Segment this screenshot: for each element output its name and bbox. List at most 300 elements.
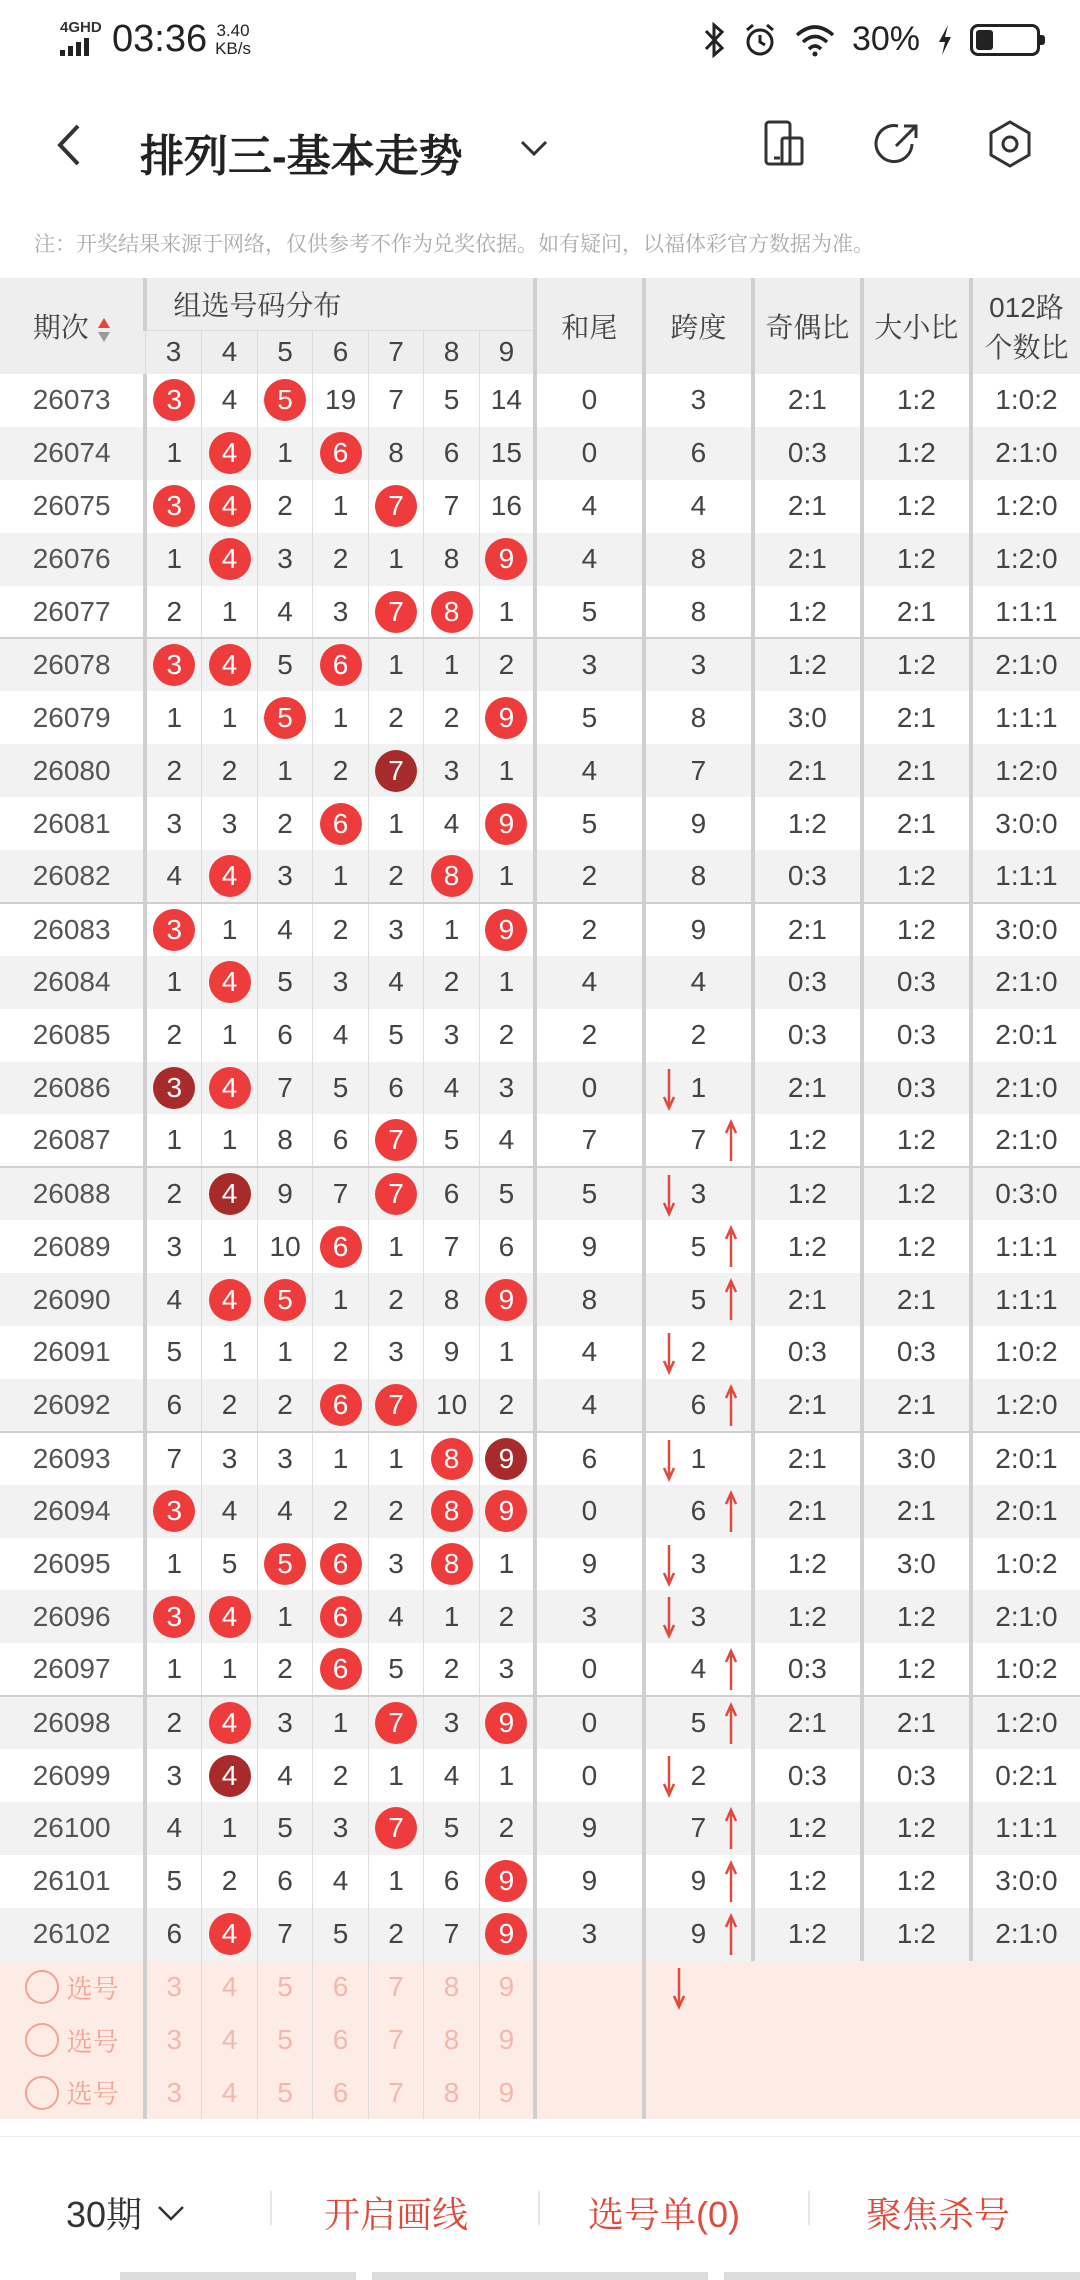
pick-digit[interactable]: 4 <box>202 2067 258 2120</box>
pick-digit[interactable]: 6 <box>313 2014 369 2067</box>
digit-cell: 2 <box>257 480 313 533</box>
digit-cell: 6 <box>424 1167 480 1220</box>
issue-cell: 26084 <box>0 956 145 1009</box>
chevron-down-icon <box>156 2203 186 2223</box>
page-title[interactable]: 排列三-基本走势 <box>140 132 463 181</box>
table-row <box>0 638 1080 691</box>
digit-cell: 2 <box>368 1273 424 1326</box>
digit-cell: 2 <box>479 1802 535 1855</box>
table-row <box>0 1432 1080 1485</box>
lu012-cell: 0:3:0 <box>971 1167 1080 1220</box>
lu012-cell: 2:1:0 <box>971 1062 1080 1115</box>
jiou-cell: 2:1 <box>753 533 862 586</box>
digit-cell: 6 <box>424 427 480 480</box>
digit-cell: 1 <box>313 1432 369 1485</box>
jiou-cell: 0:3 <box>753 956 862 1009</box>
hit-ball: 9 <box>485 909 527 951</box>
hit-ball: 6 <box>320 1226 362 1268</box>
pick-digit[interactable]: 3 <box>145 1961 202 2014</box>
digit-cell: 2 <box>313 744 369 797</box>
jiou-cell: 2:1 <box>753 480 862 533</box>
digit-cell: 3 <box>368 1326 424 1379</box>
digit-cell <box>202 1696 258 1749</box>
issue-cell: 26095 <box>0 1538 145 1591</box>
digit-cell <box>424 1538 480 1591</box>
digit-cell: 10 <box>424 1379 480 1432</box>
digit-cell: 1 <box>202 691 258 744</box>
digit-header-7: 7 <box>368 330 424 374</box>
kuadu-cell: 9 <box>644 903 753 956</box>
kuadu-cell: 3 <box>644 638 753 691</box>
back-arrow-icon[interactable] <box>46 120 96 170</box>
hit-ball: 5 <box>264 697 306 739</box>
digit-cell: 4 <box>368 1590 424 1643</box>
kuadu-cell: 1 <box>644 1432 753 1485</box>
table-row <box>0 797 1080 850</box>
digit-cell: 1 <box>202 1114 258 1167</box>
daxiao-cell: 2:1 <box>862 744 971 797</box>
pick-digit[interactable]: 6 <box>313 1961 369 2014</box>
digit-cell: 5 <box>313 1908 369 1961</box>
digit-cell <box>313 1538 369 1591</box>
digit-cell <box>202 1908 258 1961</box>
hewei-cell: 2 <box>535 1009 644 1062</box>
hit-ball: 9 <box>485 1702 527 1744</box>
lu012-cell: 1:2:0 <box>971 1696 1080 1749</box>
digit-header-6: 6 <box>313 330 369 374</box>
trend-down-arrow-icon <box>662 1067 676 1111</box>
hit-ball: 4 <box>209 644 251 686</box>
issue-cell: 26097 <box>0 1643 145 1696</box>
digit-cell: 6 <box>145 1379 202 1432</box>
digit-cell: 5 <box>424 1802 480 1855</box>
digit-cell <box>313 797 369 850</box>
digit-cell: 2 <box>257 1643 313 1696</box>
digit-cell <box>145 1590 202 1643</box>
hit-ball: 8 <box>431 1438 473 1480</box>
pick-list-button[interactable]: 选号单(0) <box>588 2194 740 2235</box>
digit-cell <box>257 1273 313 1326</box>
hit-ball: 7 <box>375 1384 417 1426</box>
col-hewei-header: 和尾 <box>535 278 644 374</box>
digit-cell: 2 <box>313 1485 369 1538</box>
pick-digit[interactable]: 7 <box>368 2014 424 2067</box>
issue-cell: 26082 <box>0 850 145 903</box>
hit-ball: 8 <box>431 855 473 897</box>
digit-cell: 2 <box>479 1379 535 1432</box>
digit-cell: 2 <box>313 1326 369 1379</box>
digit-cell: 4 <box>257 1485 313 1538</box>
digit-cell <box>424 1432 480 1485</box>
lu012-cell: 1:0:2 <box>971 1538 1080 1591</box>
digit-cell: 4 <box>257 586 313 639</box>
digit-cell: 1 <box>479 1538 535 1591</box>
table-row <box>0 1749 1080 1802</box>
digit-cell: 7 <box>257 1062 313 1115</box>
hewei-cell: 3 <box>535 1590 644 1643</box>
hit-ball: 6 <box>320 1543 362 1585</box>
jiou-cell: 2:1 <box>753 1062 862 1115</box>
trend-up-arrow-icon <box>724 1119 738 1163</box>
digit-cell: 5 <box>368 1643 424 1696</box>
lu012-cell: 2:1:0 <box>971 638 1080 691</box>
digit-cell: 1 <box>479 1326 535 1379</box>
hit-ball: 6 <box>320 803 362 845</box>
hit-ball: 7 <box>375 1119 417 1161</box>
daxiao-cell: 1:2 <box>862 1220 971 1273</box>
digit-cell: 1 <box>202 1220 258 1273</box>
issue-cell: 26085 <box>0 1009 145 1062</box>
jiou-cell: 1:2 <box>753 586 862 639</box>
hewei-cell: 0 <box>535 1485 644 1538</box>
lu012-cell: 2:1:0 <box>971 427 1080 480</box>
digit-cell: 2 <box>368 1485 424 1538</box>
issue-cell: 26078 <box>0 638 145 691</box>
digit-cell: 1 <box>424 638 480 691</box>
kuadu-cell: 1 <box>644 1062 753 1115</box>
digit-cell: 1 <box>313 1696 369 1749</box>
hit-ball: 4 <box>209 1596 251 1638</box>
battery-percent: 30% <box>851 20 920 58</box>
digit-cell: 1 <box>479 956 535 1009</box>
jiou-cell: 2:1 <box>753 1432 862 1485</box>
status-bar <box>0 0 1080 80</box>
radio-circle-icon[interactable] <box>25 2023 59 2057</box>
digit-cell: 1 <box>145 1538 202 1591</box>
jiou-cell: 1:2 <box>753 1802 862 1855</box>
alarm-icon <box>742 22 778 58</box>
digit-cell: 2 <box>202 744 258 797</box>
hewei-cell: 4 <box>535 956 644 1009</box>
digit-cell <box>202 533 258 586</box>
digit-cell: 4 <box>479 1114 535 1167</box>
digit-cell: 5 <box>145 1326 202 1379</box>
digit-cell: 4 <box>145 1802 202 1855</box>
nav-indicator <box>372 2272 708 2280</box>
hewei-cell: 4 <box>535 533 644 586</box>
daxiao-cell: 1:2 <box>862 1802 971 1855</box>
digit-cell: 1 <box>202 903 258 956</box>
pick-digit[interactable]: 9 <box>479 1961 535 2014</box>
pick-row[interactable] <box>0 2067 1080 2120</box>
hit-ball: 9 <box>485 697 527 739</box>
digit-cell <box>368 744 424 797</box>
digit-cell: 6 <box>368 1062 424 1115</box>
digit-cell: 1 <box>479 744 535 797</box>
col-jiou-header: 奇偶比 <box>753 278 862 374</box>
lu012-cell: 2:1:0 <box>971 1114 1080 1167</box>
hit-ball: 3 <box>153 1067 195 1109</box>
hewei-cell: 5 <box>535 586 644 639</box>
trend-up-arrow-icon <box>724 1225 738 1269</box>
digit-cell <box>145 1485 202 1538</box>
digit-cell <box>202 1167 258 1220</box>
pick-select-cell[interactable]: 选号 <box>0 1961 145 2014</box>
issue-cell: 26091 <box>0 1326 145 1379</box>
lu012-cell: 2:0:1 <box>971 1485 1080 1538</box>
daxiao-cell: 1:2 <box>862 1855 971 1908</box>
radio-circle-icon[interactable] <box>25 1970 59 2004</box>
pick-digit[interactable]: 8 <box>424 1961 480 2014</box>
hewei-cell: 3 <box>535 638 644 691</box>
hit-ball: 4 <box>209 961 251 1003</box>
issue-cell: 26080 <box>0 744 145 797</box>
pick-digit[interactable]: 6 <box>313 2067 369 2120</box>
kuadu-cell: 7 <box>644 1114 753 1167</box>
hewei-cell: 9 <box>535 1802 644 1855</box>
lu012-cell: 1:2:0 <box>971 480 1080 533</box>
pick-select-cell[interactable]: 选号 <box>0 2014 145 2067</box>
kuadu-cell: 7 <box>644 1802 753 1855</box>
digit-cell <box>479 1485 535 1538</box>
pick-digit[interactable]: 8 <box>424 2067 480 2120</box>
digit-cell: 6 <box>145 1908 202 1961</box>
digit-cell: 6 <box>479 1220 535 1273</box>
focus-kill-button[interactable]: 聚焦杀号 <box>866 2194 1011 2235</box>
jiou-cell: 0:3 <box>753 427 862 480</box>
digit-cell: 4 <box>145 1273 202 1326</box>
hit-ball: 4 <box>209 1173 251 1215</box>
period-selector[interactable]: 30期 <box>66 2187 186 2238</box>
pick-digit[interactable]: 4 <box>202 1961 258 2014</box>
pick-digit[interactable]: 3 <box>145 2014 202 2067</box>
issue-cell: 26079 <box>0 691 145 744</box>
hewei-cell: 5 <box>535 691 644 744</box>
disclaimer-notice: 注：开奖结果来源于网络，仅供参考不作为兑奖依据。如有疑问，以福体彩官方数据为准。 <box>34 233 874 256</box>
kuadu-cell: 3 <box>644 1590 753 1643</box>
digit-cell: 1 <box>202 1009 258 1062</box>
table-row <box>0 1273 1080 1326</box>
digit-cell: 6 <box>313 1114 369 1167</box>
digit-cell <box>368 586 424 639</box>
kuadu-cell: 6 <box>644 427 753 480</box>
table-row <box>0 903 1080 956</box>
hewei-cell: 9 <box>535 1538 644 1591</box>
digit-cell: 1 <box>257 427 313 480</box>
hit-ball: 8 <box>431 1490 473 1532</box>
digit-header-4: 4 <box>202 330 258 374</box>
digit-cell: 5 <box>257 638 313 691</box>
hit-ball: 4 <box>209 1913 251 1955</box>
hit-ball: 7 <box>375 750 417 792</box>
trend-up-arrow-icon <box>724 1860 738 1904</box>
daxiao-cell: 1:2 <box>862 850 971 903</box>
digit-cell: 7 <box>424 480 480 533</box>
digit-cell: 2 <box>257 1379 313 1432</box>
kuadu-cell: 8 <box>644 586 753 639</box>
digit-cell: 1 <box>313 850 369 903</box>
hewei-cell: 4 <box>535 744 644 797</box>
digit-cell: 1 <box>479 1749 535 1802</box>
hit-ball: 9 <box>485 1438 527 1480</box>
hewei-cell: 7 <box>535 1114 644 1167</box>
digit-cell: 4 <box>424 797 480 850</box>
hewei-cell: 0 <box>535 374 644 427</box>
digit-cell <box>145 374 202 427</box>
signal-icon <box>58 20 102 60</box>
lu012-cell: 1:1:1 <box>971 586 1080 639</box>
kuadu-cell: 3 <box>644 374 753 427</box>
pick-digit[interactable]: 7 <box>368 1961 424 2014</box>
issue-cell: 26096 <box>0 1590 145 1643</box>
lu012-cell: 1:1:1 <box>971 1220 1080 1273</box>
table-row <box>0 480 1080 533</box>
table-row <box>0 1538 1080 1591</box>
table-row <box>0 1855 1080 1908</box>
jiou-cell: 2:1 <box>753 1485 862 1538</box>
issue-cell: 26100 <box>0 1802 145 1855</box>
digit-cell <box>479 797 535 850</box>
pick-digit[interactable]: 5 <box>257 2067 313 2120</box>
pick-row[interactable] <box>0 1961 1080 2014</box>
jiou-cell: 2:1 <box>753 1273 862 1326</box>
jiou-cell: 0:3 <box>753 850 862 903</box>
daxiao-cell: 1:2 <box>862 1114 971 1167</box>
trend-up-arrow-icon <box>724 1807 738 1851</box>
jiou-cell: 1:2 <box>753 1538 862 1591</box>
col-issue-header[interactable]: 期次 <box>0 278 145 374</box>
hit-ball: 7 <box>375 591 417 633</box>
hit-ball: 6 <box>320 1648 362 1690</box>
jiou-cell: 3:0 <box>753 691 862 744</box>
digit-cell <box>202 1749 258 1802</box>
hit-ball: 8 <box>431 591 473 633</box>
table-row <box>0 1114 1080 1167</box>
digit-cell <box>202 1590 258 1643</box>
trend-up-arrow-icon <box>724 1384 738 1428</box>
digit-cell: 2 <box>313 1749 369 1802</box>
digit-cell <box>424 850 480 903</box>
draw-line-button[interactable]: 开启画线 <box>324 2194 469 2235</box>
jiou-cell: 1:2 <box>753 1908 862 1961</box>
digit-cell: 5 <box>313 1062 369 1115</box>
hewei-cell: 4 <box>535 1379 644 1432</box>
digit-cell: 3 <box>145 797 202 850</box>
hewei-cell: 0 <box>535 427 644 480</box>
digit-cell: 1 <box>202 1802 258 1855</box>
pick-row[interactable] <box>0 2014 1080 2067</box>
hit-ball: 9 <box>485 1913 527 1955</box>
issue-cell: 26073 <box>0 374 145 427</box>
chevron-down-icon[interactable] <box>516 130 552 166</box>
digit-cell: 1 <box>368 1749 424 1802</box>
issue-cell: 26081 <box>0 797 145 850</box>
pick-digit[interactable]: 4 <box>202 2014 258 2067</box>
phone-screen-icon[interactable] <box>756 116 812 172</box>
kuadu-cell: 2 <box>644 1326 753 1379</box>
jiou-cell: 2:1 <box>753 374 862 427</box>
lu012-cell: 1:1:1 <box>971 850 1080 903</box>
kuadu-cell: 5 <box>644 1273 753 1326</box>
issue-cell: 26101 <box>0 1855 145 1908</box>
digit-cell: 19 <box>313 374 369 427</box>
digit-cell <box>202 480 258 533</box>
table-row <box>0 1802 1080 1855</box>
daxiao-cell: 1:2 <box>862 1590 971 1643</box>
trend-down-arrow-icon <box>662 1543 676 1587</box>
digit-cell: 8 <box>368 427 424 480</box>
lu012-cell: 0:2:1 <box>971 1749 1080 1802</box>
digit-header-3: 3 <box>145 330 202 374</box>
pick-digit[interactable]: 9 <box>479 2014 535 2067</box>
digit-cell: 15 <box>479 427 535 480</box>
daxiao-cell: 0:3 <box>862 1009 971 1062</box>
digit-cell <box>313 638 369 691</box>
digit-cell <box>313 1379 369 1432</box>
hit-ball: 7 <box>375 1702 417 1744</box>
digit-cell: 8 <box>424 1273 480 1326</box>
digit-header-5: 5 <box>257 330 313 374</box>
radio-circle-icon[interactable] <box>25 2076 59 2110</box>
hewei-cell: 2 <box>535 850 644 903</box>
digit-cell: 2 <box>368 850 424 903</box>
digit-cell <box>368 1167 424 1220</box>
hit-ball: 3 <box>153 485 195 527</box>
daxiao-cell: 2:1 <box>862 1485 971 1538</box>
digit-cell: 3 <box>479 1643 535 1696</box>
digit-cell: 3 <box>313 956 369 1009</box>
digit-cell: 2 <box>368 1908 424 1961</box>
jiou-cell: 0:3 <box>753 1643 862 1696</box>
digit-cell: 3 <box>257 1696 313 1749</box>
digit-cell: 2 <box>145 744 202 797</box>
digit-cell: 4 <box>202 1485 258 1538</box>
digit-cell: 3 <box>257 850 313 903</box>
pick-digit[interactable]: 8 <box>424 2014 480 2067</box>
digit-cell: 7 <box>257 1908 313 1961</box>
digit-cell: 3 <box>202 797 258 850</box>
table-row <box>0 1590 1080 1643</box>
digit-cell: 4 <box>257 903 313 956</box>
trend-down-arrow-icon <box>672 1966 686 2010</box>
digit-cell: 4 <box>257 1749 313 1802</box>
digit-cell: 3 <box>313 1802 369 1855</box>
hit-ball: 9 <box>485 1860 527 1902</box>
jiou-cell: 2:1 <box>753 1696 862 1749</box>
digit-cell: 2 <box>257 797 313 850</box>
trend-down-arrow-icon <box>662 1754 676 1798</box>
hewei-cell: 0 <box>535 1696 644 1749</box>
digit-cell: 1 <box>424 1590 480 1643</box>
lu012-cell: 1:0:2 <box>971 1326 1080 1379</box>
daxiao-cell: 2:1 <box>862 691 971 744</box>
issue-cell: 26089 <box>0 1220 145 1273</box>
pick-digit[interactable]: 5 <box>257 2014 313 2067</box>
pick-digit[interactable]: 7 <box>368 2067 424 2120</box>
hewei-cell: 9 <box>535 1855 644 1908</box>
digit-cell: 3 <box>479 1062 535 1115</box>
pick-digit[interactable]: 5 <box>257 1961 313 2014</box>
pick-digit[interactable]: 3 <box>145 2067 202 2120</box>
jiou-cell: 2:1 <box>753 1379 862 1432</box>
hit-ball: 4 <box>209 1279 251 1321</box>
charging-icon <box>936 23 954 57</box>
digit-cell: 3 <box>368 903 424 956</box>
digit-cell: 2 <box>479 638 535 691</box>
digit-cell: 1 <box>257 1590 313 1643</box>
wifi-icon <box>794 23 836 57</box>
digit-cell <box>257 691 313 744</box>
digit-cell <box>257 374 313 427</box>
share-icon[interactable] <box>870 116 926 172</box>
digit-cell: 3 <box>202 1432 258 1485</box>
settings-icon[interactable] <box>982 116 1038 172</box>
col-012-header: 012路 个数比 <box>971 278 1080 374</box>
pick-select-cell[interactable]: 选号 <box>0 2067 145 2120</box>
daxiao-cell: 2:1 <box>862 1696 971 1749</box>
sort-icon[interactable] <box>97 317 111 343</box>
pick-digit[interactable]: 9 <box>479 2067 535 2120</box>
